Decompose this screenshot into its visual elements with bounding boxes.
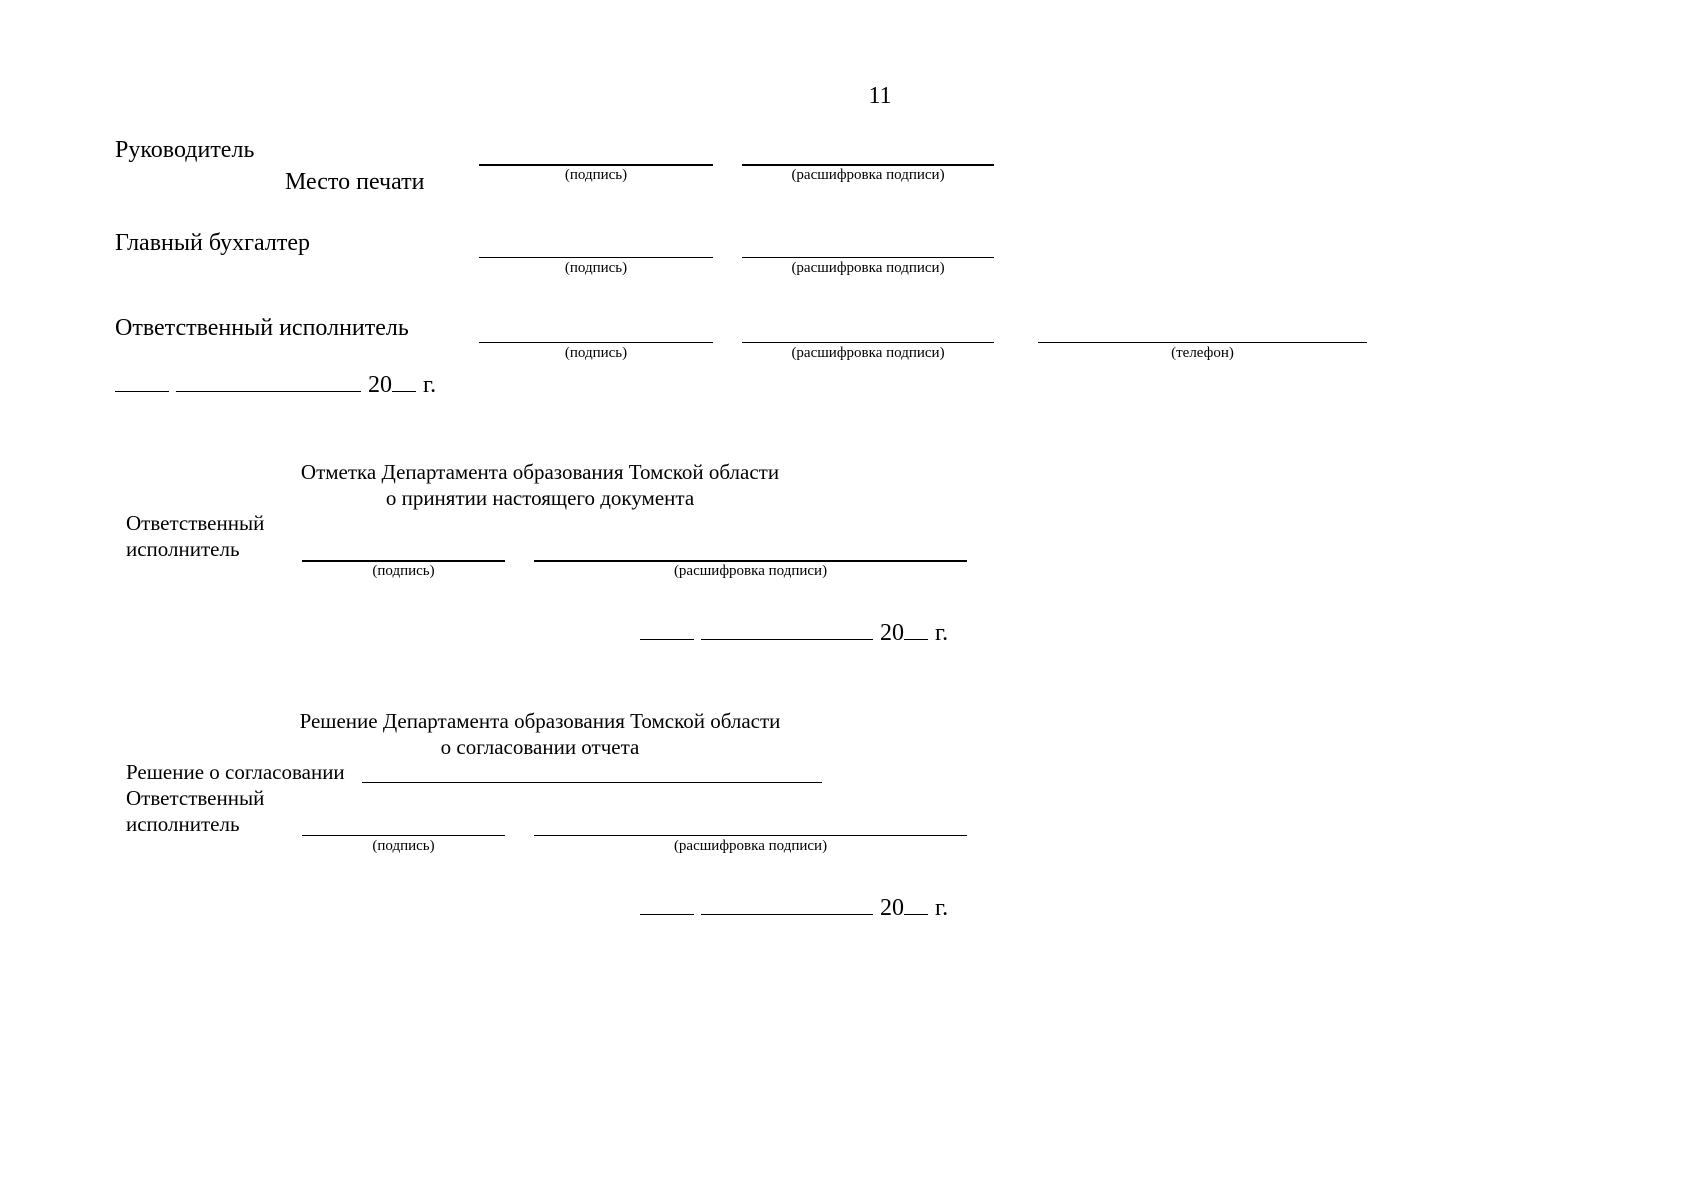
decision-date-day-blank[interactable]	[640, 892, 694, 915]
acceptance-date-month-blank[interactable]	[701, 617, 873, 640]
acceptance-date-day-blank[interactable]	[640, 617, 694, 640]
date-year-prefix: 20	[368, 372, 392, 398]
decision-date-year-suffix: г.	[935, 895, 949, 921]
decision-title-line2: о согласовании отчета	[440, 735, 640, 759]
decision-executor-label-line1: Ответственный	[126, 786, 265, 810]
decision-date-year-prefix: 20	[880, 895, 904, 921]
date-day-blank[interactable]	[115, 369, 169, 392]
date-year-suffix: г.	[423, 372, 437, 398]
date-month-blank[interactable]	[176, 369, 361, 392]
decision-date	[640, 892, 948, 922]
accountant-label: Главный бухгалтер	[115, 230, 310, 256]
date-year-blank[interactable]	[392, 369, 416, 392]
head-name-caption: (расшифровка подписи)	[791, 167, 945, 183]
accountant-name-caption: (расшифровка подписи)	[791, 260, 945, 276]
acceptance-date-year-prefix: 20	[880, 620, 904, 646]
acceptance-title-line1: Отметка Департамента образования Томской области	[300, 460, 780, 484]
accountant-signature-line[interactable]	[479, 257, 713, 258]
decision-name-line[interactable]	[534, 835, 967, 836]
acceptance-title-line2: о принятии настоящего документа	[385, 486, 695, 510]
executor-phone-caption: (телефон)	[1171, 345, 1234, 361]
acceptance-date-year-suffix: г.	[935, 620, 949, 646]
decision-title-line1: Решение Департамента образования Томской области	[299, 709, 781, 733]
accountant-signature-caption: (подпись)	[564, 260, 628, 276]
decision-signature-line[interactable]	[302, 835, 505, 836]
acceptance-executor-label-line2: исполнитель	[126, 537, 240, 561]
stamp-place-label: Место печати	[285, 169, 425, 195]
page-number: 11	[868, 83, 892, 109]
signature-date	[115, 369, 436, 399]
acceptance-name-caption: (расшифровка подписи)	[673, 563, 828, 579]
decision-signature-caption: (подпись)	[372, 838, 435, 854]
acceptance-executor-label-line1: Ответственный	[126, 511, 265, 535]
executor-name-line[interactable]	[742, 342, 994, 343]
decision-approval-line[interactable]	[362, 782, 822, 783]
executor-signature-caption: (подпись)	[564, 345, 628, 361]
acceptance-signature-caption: (подпись)	[372, 563, 435, 579]
decision-name-caption: (расшифровка подписи)	[673, 838, 828, 854]
decision-executor-label-line2: исполнитель	[126, 812, 240, 836]
decision-date-month-blank[interactable]	[701, 892, 873, 915]
executor-phone-line[interactable]	[1038, 342, 1367, 343]
executor-name-caption: (расшифровка подписи)	[791, 345, 945, 361]
acceptance-date	[640, 617, 948, 647]
executor-label: Ответственный исполнитель	[115, 315, 409, 341]
decision-date-year-blank[interactable]	[904, 892, 928, 915]
head-label: Руководитель	[115, 137, 255, 163]
decision-approval-label: Решение о согласовании	[126, 760, 345, 784]
executor-signature-line[interactable]	[479, 342, 713, 343]
accountant-name-line[interactable]	[742, 257, 994, 258]
acceptance-date-year-blank[interactable]	[904, 617, 928, 640]
head-signature-caption: (подпись)	[564, 167, 628, 183]
